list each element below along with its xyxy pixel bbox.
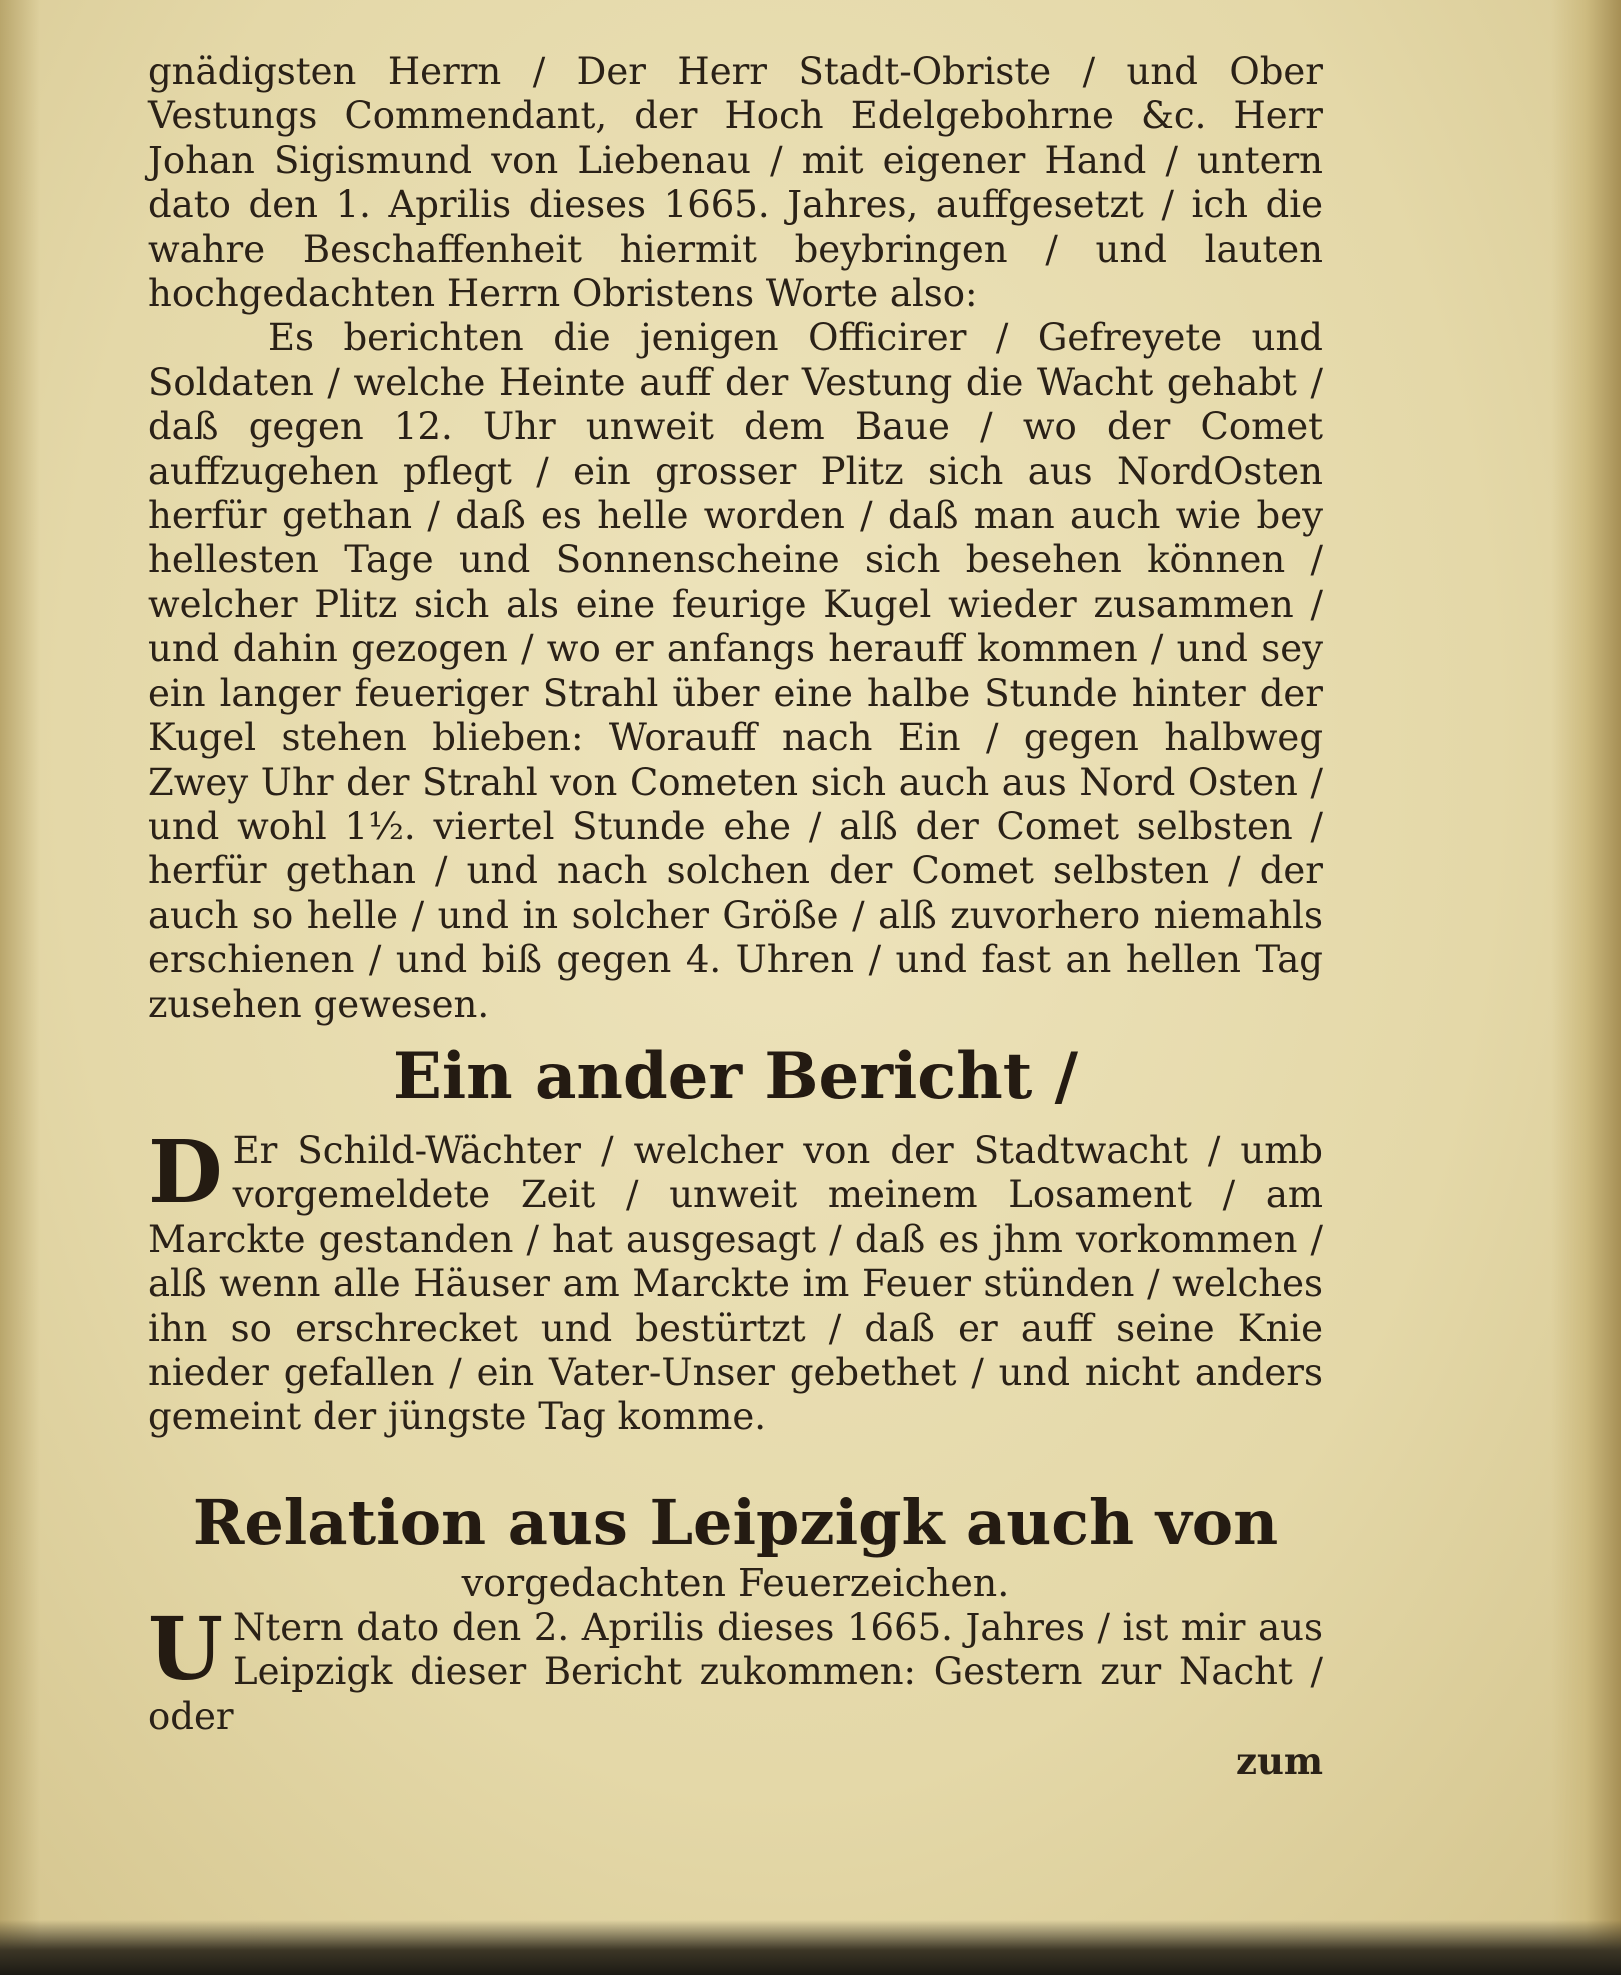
page-left-edge — [0, 0, 40, 1975]
paragraph-sentry-report — [148, 1121, 1323, 1440]
paragraph-opening: gnädigsten Herrn / Der Herr Stadt-Obriste / und Ober Vestungs Commendant, der Hoch Edelgebohrne &c. Herr Johan Sigismund von Liebenau / mit eigener Hand / untern dato den 1. Aprilis dieses 1665. Jahres, auffgesetzt / ich die wahre Beschaffenheit hiermit beybringen / und lauten hochgedachten Herrn Obristens Worte also: — [148, 50, 1323, 316]
page-right-edge — [1551, 0, 1621, 1975]
drop-cap: U — [148, 1598, 223, 1700]
paragraph-officers-report: Es berichten die jenigen Officirer / Gefreyete und Soldaten / welche Heinte auff der Vestung die Wacht gehabt / daß gegen 12. Uhr unweit dem Baue / wo der Comet auffzugehen pflegt / ein grosser Plitz sich aus NordOsten herfür gethan / daß es helle worden / daß man auch wie bey hellesten Tage und Sonnenscheine sich besehen können / welcher Plitz sich als eine feurige Kugel wieder zusammen / und dahin gezogen / wo er anfangs herauff kommen / und sey ein langer feueriger Strahl über eine halbe Stunde hinter der Kugel stehen blieben: Worauff nach Ein / gegen halbweg Zwey Uhr der Strahl von Cometen sich auch aus Nord Osten / und wohl 1½. viertel Stunde ehe / alß der Comet selbsten / herfür gethan / und nach solchen der Comet selbsten / der auch so helle / und in solcher Größe / alß zuvorhero niemahls erschienen / und biß gegen 4. Uhren / und fast an hellen Tag zusehen gewesen. — [148, 316, 1323, 1026]
text-block — [148, 50, 1323, 1783]
paragraph-leipzig-text: Ntern dato den 2. Aprilis dieses 1665. Jahres / ist mir aus Leipzigk dieser Bericht zukommen: Gestern zur Nacht / oder — [148, 1605, 1323, 1738]
paragraph-sentry-text: Er Schild-Wächter / welcher von der Stadtwacht / umb vorgemeldete Zeit / unweit meinem Losament / am Marckte gestanden / hat ausgesagt / daß es jhm vorkommen / alß wenn alle Häuser am Marckte im Feuer stünden / welches ihn so erschrecket und bestürtzt / daß er auff seine Knie nieder gefallen / ein Vater-Unser gebethet / und nicht anders gemeint der jüngste Tag komme. — [148, 1128, 1323, 1439]
heading-relation-leipzigk: Relation aus Leipzigk auch von — [192, 1485, 1279, 1559]
catchword: zum — [1235, 1739, 1323, 1783]
heading-ein-ander-bericht: Ein ander Bericht / — [393, 1038, 1078, 1114]
page-bottom-edge — [0, 1920, 1621, 1975]
subheading-feuerzeichen: vorgedachten Feuerzeichen. — [461, 1560, 1010, 1605]
paragraph-leipzig-report — [148, 1598, 1323, 1739]
drop-cap: D — [148, 1121, 223, 1223]
